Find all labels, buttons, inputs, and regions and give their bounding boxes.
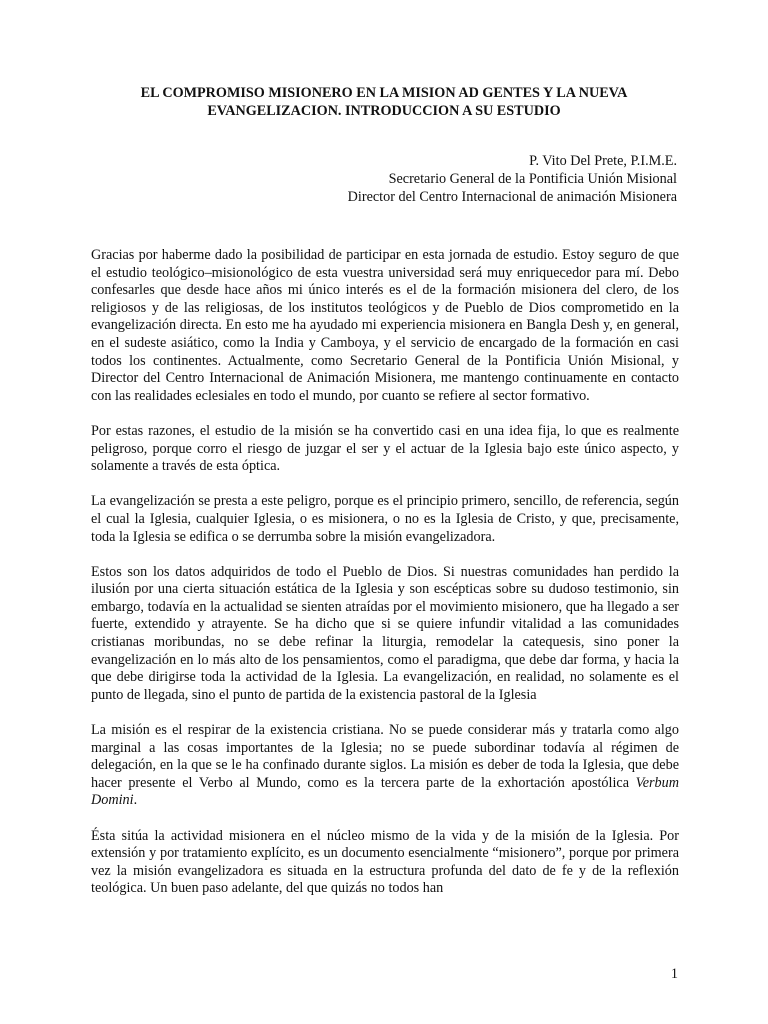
paragraph: Estos son los datos adquiridos de todo el Pueblo de Dios. Si nuestras comunidades han perdido la ilusión por una cierta situación estática de la Iglesia y son escépticas sobre su dudoso testimonio, sin embargo, todavía en la actualidad se sienten atraídas por el movimiento misionero, que ha llegado a ser fuerte, extendido y atrayente. Se ha dicho que si se quiere infundir vitalidad a las comunidades cristianas moribundas, no se debe refinar la liturgia, remodelar la catequesis, sino poner la evangelización en lo más alto de los pensamientos, como el paradigma, que debe dar forma, y hacia la que debe dirigirse toda la actividad de la Iglesia. La evangelización, en realidad, no solamente es el punto de llegada, sino el punto de partida de la existencia pastoral de la Iglesia (91, 563, 679, 703)
paragraph-text: La misión es el respirar de la existencia cristiana. No se puede considerar más y tratarla como algo marginal a las cosas importantes de la Iglesia; no se puede subordinar todavía al régimen de delegación, en la que se le ha confinado durante siglos. La misión es deber de toda la Iglesia, que debe hacer presente el Verbo al Mundo, como es la tercera parte de la exhortación apostólica (91, 722, 679, 791)
author-role-2: Director del Centro Internacional de animación Misionera (347, 189, 677, 205)
page-number: 1 (670, 966, 678, 982)
document-reference-italic: Verbum Domini (91, 774, 679, 809)
paragraph: La evangelización se presta a este peligro, porque es el principio primero, sencillo, de referencia, según el cual la Iglesia, cualquier Iglesia, o es misionera, o no es la Iglesia de Cristo, y que, precisamente, toda la Iglesia se edifica o se derrumba sobre la misión evangelizadora. (91, 493, 679, 545)
author-role-1: Secretario General de la Pontificia Unión Misional (388, 171, 677, 187)
paragraph (91, 722, 679, 810)
paragraph-text-end: . (133, 792, 138, 809)
title-line-2: EVANGELIZACION. INTRODUCCION A SU ESTUDIO (207, 103, 561, 119)
title-line-1: EL COMPROMISO MISIONERO EN LA MISION AD GENTES Y LA NUEVA (140, 85, 628, 101)
author-name: P. Vito Del Prete, P.I.M.E. (529, 153, 677, 169)
paragraph: Gracias por haberme dado la posibilidad de participar en esta jornada de estudio. Estoy seguro de que el estudio teológico–misionológico de esta vuestra universidad será muy enriquecedor para mí. Debo confesarles que desde hace años mi único interés es el de la formación misionera del clero, de los religiosos y de las religiosas, de los institutos teológicos y de Pueblo de Dios comprometido en la evangelización directa. En esto me ha ayudado mi experiencia misionera en Bangla Desh y, en general, en el sudeste asiático, como la India y Camboya, y el servicio de encargado de la formación en casi todos los continentes. Actualmente, como Secretario General de la Pontificia Unión Misional, y Director del Centro Internacional de Animación Misionera, me mantengo continuamente en contacto con las realidades eclesiales en todo el mundo, por cuanto se refiere al sector formativo. (91, 247, 679, 404)
document-title (80, 84, 688, 120)
paragraph: Ésta sitúa la actividad misionera en el núcleo mismo de la vida y de la misión de la Iglesia. Por extensión y por tratamiento explícito, es un documento esencialmente “misionero”, porque por primera vez la misión evangelizadora es situada en la estructura profunda del dato de fe y de la reflexión teológica. Un buen paso adelante, del que quizás no todos han (91, 827, 679, 897)
paragraph: Por estas razones, el estudio de la misión se ha convertido casi en una idea fija, lo que es realmente peligroso, porque corro el riesgo de juzgar el ser y el actuar de la Iglesia bajo este único aspecto, y solamente a través de esta óptica. (91, 422, 679, 475)
body-text (91, 247, 679, 916)
author-block (348, 152, 677, 206)
